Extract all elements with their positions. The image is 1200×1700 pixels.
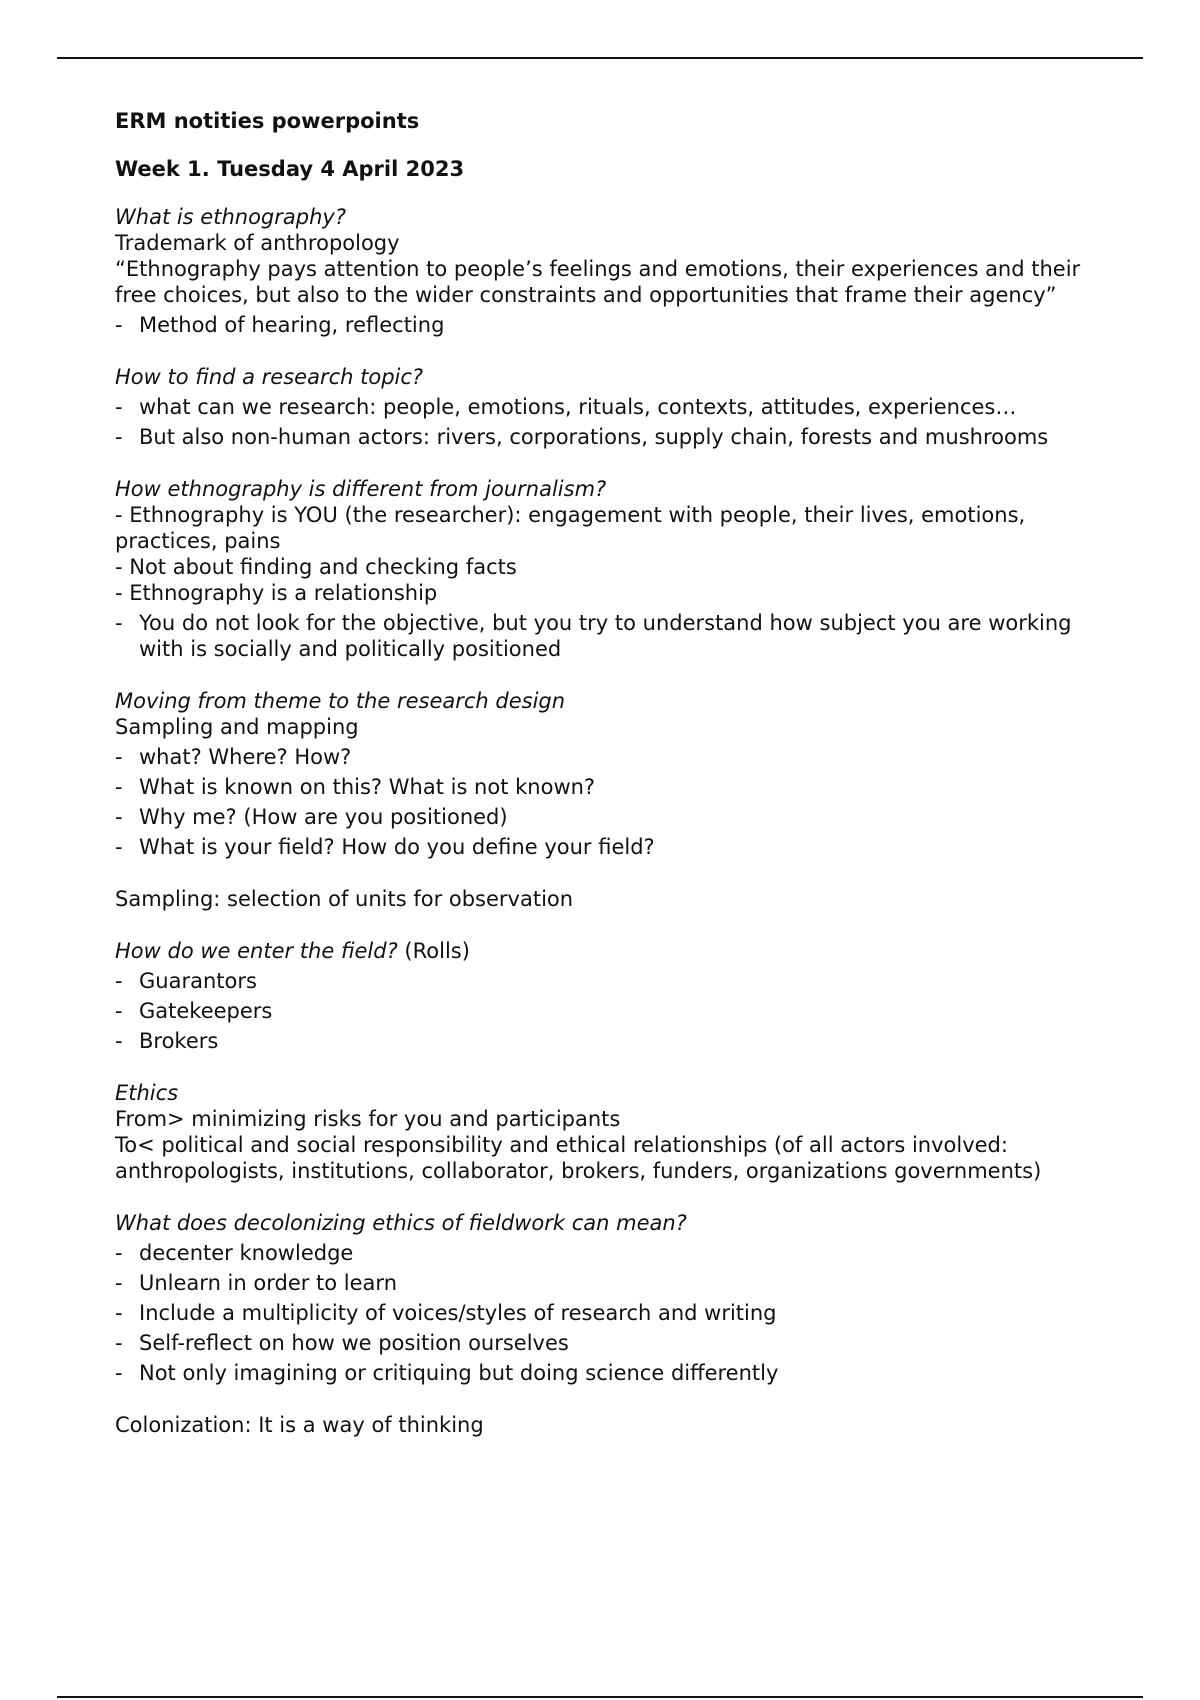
list-item: - Gatekeepers bbox=[115, 998, 1115, 1024]
section-decolonizing bbox=[115, 1210, 1115, 1386]
list-item: - what can we research: people, emotions, rituals, contexts, attitudes, experiences… bbox=[115, 394, 1115, 420]
list-item: - Not only imagining or critiquing but doing science differently bbox=[115, 1360, 1115, 1386]
section-heading: How ethnography is different from journalism? bbox=[115, 477, 607, 501]
text-line: Trademark of anthropology bbox=[115, 231, 400, 255]
section-ethics bbox=[115, 1080, 1115, 1184]
section-ethnography bbox=[115, 204, 1115, 338]
list-item: - What is known on this? What is not known? bbox=[115, 774, 1115, 800]
bullet-list bbox=[115, 394, 1115, 450]
section-heading: What does decolonizing ethics of fieldwork can mean? bbox=[115, 1211, 687, 1235]
heading-suffix: (Rolls) bbox=[397, 939, 470, 963]
document-body bbox=[115, 108, 1115, 1464]
section-colonization bbox=[115, 1412, 1115, 1438]
list-item: - Include a multiplicity of voices/styles of research and writing bbox=[115, 1300, 1115, 1326]
section-heading: How to find a research topic? bbox=[115, 365, 424, 389]
list-item: - What is your field? How do you define your field? bbox=[115, 834, 1115, 860]
text-line: Sampling: selection of units for observation bbox=[115, 887, 574, 911]
list-item: - Why me? (How are you positioned) bbox=[115, 804, 1115, 830]
top-rule bbox=[57, 57, 1143, 59]
list-item: - decenter knowledge bbox=[115, 1240, 1115, 1266]
section-research-design bbox=[115, 688, 1115, 860]
list-item: - Brokers bbox=[115, 1028, 1115, 1054]
list-item: - Method of hearing, reflecting bbox=[115, 312, 1115, 338]
bullet-list bbox=[115, 744, 1115, 860]
text-line: - Ethnography is a relationship bbox=[115, 581, 438, 605]
list-item: - what? Where? How? bbox=[115, 744, 1115, 770]
list-item: - Self-reflect on how we position ourselves bbox=[115, 1330, 1115, 1356]
section-journalism bbox=[115, 476, 1115, 662]
text-line: - Not about finding and checking facts bbox=[115, 555, 517, 579]
quote-text: “Ethnography pays attention to people’s feelings and emotions, their experiences and their free choices, but also to the wider constraints and opportunities that frame their agency” bbox=[115, 257, 1081, 307]
section-sampling bbox=[115, 886, 1115, 912]
bullet-list bbox=[115, 610, 1115, 662]
text-line: Sampling and mapping bbox=[115, 715, 359, 739]
week-title: Week 1. Tuesday 4 April 2023 bbox=[115, 157, 465, 181]
document-title: ERM notities powerpoints bbox=[115, 109, 420, 133]
section-heading: What is ethnography? bbox=[115, 205, 346, 229]
bullet-list bbox=[115, 968, 1115, 1054]
text-line: From> minimizing risks for you and participants bbox=[115, 1107, 621, 1131]
bullet-list bbox=[115, 312, 1115, 338]
section-enter-field bbox=[115, 938, 1115, 1054]
bullet-list bbox=[115, 1240, 1115, 1386]
text-line: - Ethnography is YOU (the researcher): engagement with people, their lives, emotions, practices, pains bbox=[115, 503, 1026, 553]
list-item: - You do not look for the objective, but you try to understand how subject you are working with is socially and politically positioned bbox=[115, 610, 1115, 662]
list-item: - But also non-human actors: rivers, corporations, supply chain, forests and mushrooms bbox=[115, 424, 1115, 450]
section-heading: Moving from theme to the research design bbox=[115, 689, 566, 713]
text-line: To< political and social responsibility and ethical relationships (of all actors involved: anthropologists, institutions, collaborator, brokers, funders, organizations governments) bbox=[115, 1133, 1042, 1183]
text-line: Colonization: It is a way of thinking bbox=[115, 1413, 484, 1437]
section-heading: How do we enter the field? bbox=[115, 939, 398, 963]
section-heading: Ethics bbox=[115, 1081, 179, 1105]
list-item: - Unlearn in order to learn bbox=[115, 1270, 1115, 1296]
list-item: - Guarantors bbox=[115, 968, 1115, 994]
bottom-rule bbox=[57, 1696, 1143, 1698]
section-heading-line bbox=[115, 938, 1115, 964]
section-research-topic bbox=[115, 364, 1115, 450]
